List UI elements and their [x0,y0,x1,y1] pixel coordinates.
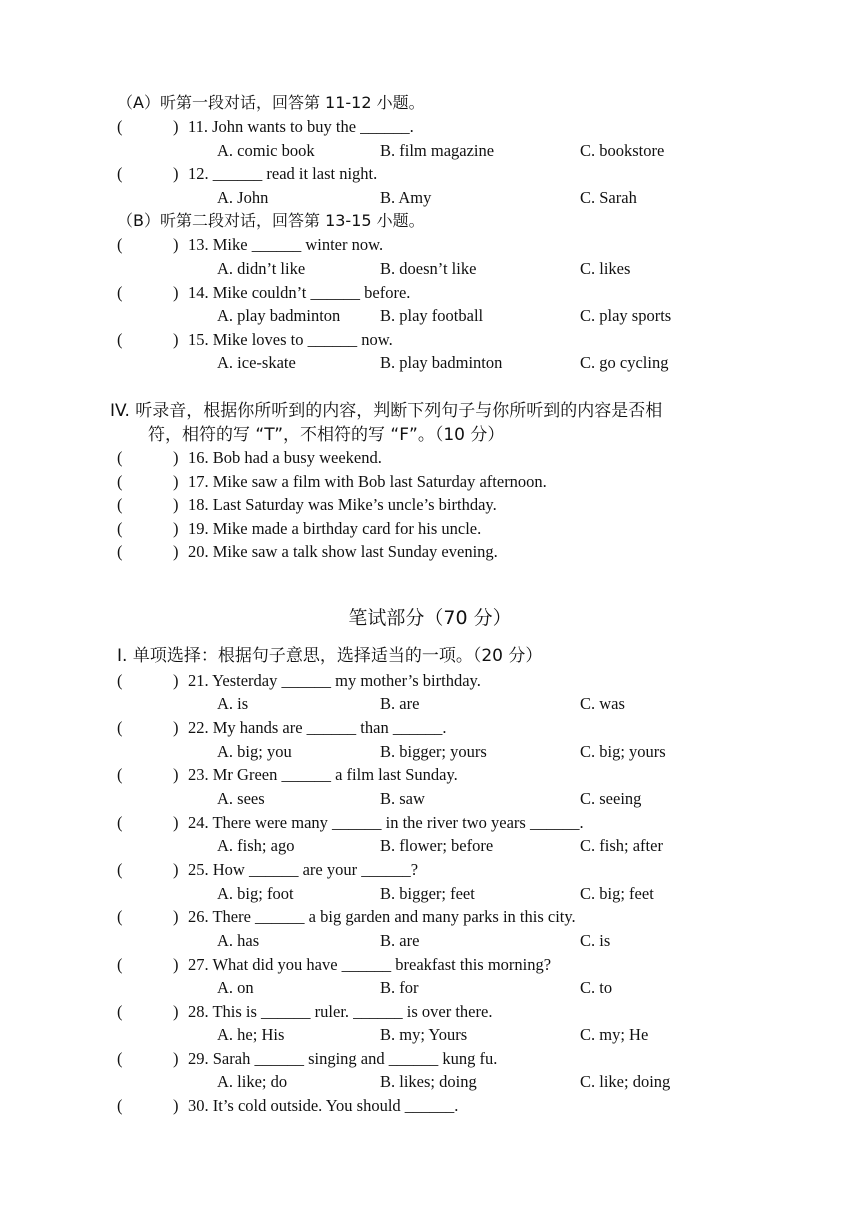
answer-paren-open: ( [117,955,123,974]
answer-paren-open: ( [117,1002,123,1021]
option-b: B. bigger; feet [380,884,475,903]
answer-paren-close: ) [173,813,179,832]
answer-paren-close: ) [173,117,179,136]
question-text: 14. Mike couldn’t ______ before. [188,283,411,302]
answer-paren-close: ) [173,235,179,254]
question-text: 12. ______ read it last night. [188,164,378,183]
answer-paren-close: ) [173,718,179,737]
answer-paren-open: ( [117,860,123,879]
answer-paren-open: ( [117,1049,123,1068]
question-text: 20. Mike saw a talk show last Sunday evening. [188,542,498,561]
option-c: C. likes [580,259,631,278]
option-b: B. play football [380,306,484,325]
answer-paren-close: ) [173,448,179,467]
answer-paren-close: ) [173,765,179,784]
answer-paren-close: ) [173,1002,179,1021]
answer-paren-open: ( [117,542,123,561]
answer-paren-close: ) [173,283,179,302]
answer-paren-open: ( [117,495,123,514]
question-text: 17. Mike saw a film with Bob last Saturday afternoon. [188,472,547,491]
option-a: A. comic book [217,141,315,160]
question-text: 21. Yesterday ______ my mother’s birthday. [188,671,481,690]
option-c: C. big; yours [580,742,666,761]
question-text: 15. Mike loves to ______ now. [188,330,393,349]
answer-paren-close: ) [173,1049,179,1068]
option-b: B. flower; before [380,836,494,855]
question-text: 16. Bob had a busy weekend. [188,448,382,467]
option-c: C. was [580,694,625,713]
option-a: A. fish; ago [217,836,295,855]
option-b: B. bigger; yours [380,742,487,761]
option-b: B. film magazine [380,141,495,160]
answer-paren-open: ( [117,235,123,254]
option-a: A. John [217,188,269,207]
option-a: A. ice-skate [217,353,296,372]
option-a: A. play badminton [217,306,341,325]
answer-paren-close: ) [173,472,179,491]
option-a: A. big; you [217,742,292,761]
question-text: 23. Mr Green ______ a film last Sunday. [188,765,458,784]
answer-paren-close: ) [173,860,179,879]
option-a: A. is [217,694,249,713]
question-text: 18. Last Saturday was Mike’s uncle’s birthday. [188,495,497,514]
answer-paren-open: ( [117,718,123,737]
question-text: 13. Mike ______ winter now. [188,235,384,254]
option-b: B. doesn’t like [380,259,477,278]
answer-paren-open: ( [117,117,123,136]
option-b: B. saw [380,789,425,808]
option-b: B. Amy [380,188,432,207]
answer-paren-open: ( [117,283,123,302]
section-b-heading: （B）听第二段对话，回答第 13-15 小题。 [117,211,425,230]
question-text: 22. My hands are ______ than ______. [188,718,447,737]
answer-paren-close: ) [173,907,179,926]
option-a: A. on [217,978,254,997]
part-iv-heading-line1: IV. 听录音，根据你所听到的内容，判断下列句子与你所听到的内容是否相 [110,401,663,421]
question-text: 29. Sarah ______ singing and ______ kung fu. [188,1049,498,1068]
answer-paren-open: ( [117,164,123,183]
question-text: 24. There were many ______ in the river two years ______. [188,813,584,832]
answer-paren-open: ( [117,765,123,784]
option-c: C. bookstore [580,141,665,160]
answer-paren-open: ( [117,472,123,491]
answer-paren-open: ( [117,330,123,349]
question-text: 11. John wants to buy the ______. [188,117,414,136]
question-text: 30. It’s cold outside. You should ______. [188,1096,459,1115]
question-text: 25. How ______ are your ______? [188,860,419,879]
answer-paren-open: ( [117,813,123,832]
option-c: C. fish; after [580,836,663,855]
answer-paren-close: ) [173,495,179,514]
answer-paren-close: ) [173,955,179,974]
answer-paren-open: ( [117,519,123,538]
option-b: B. are [380,931,420,950]
option-c: C. big; feet [580,884,654,903]
question-text: 19. Mike made a birthday card for his uncle. [188,519,482,538]
option-a: A. has [217,931,260,950]
answer-paren-close: ) [173,164,179,183]
option-b: B. are [380,694,420,713]
question-text: 27. What did you have ______ breakfast this morning? [188,955,552,974]
option-b: B. my; Yours [380,1025,468,1044]
option-a: A. didn’t like [217,259,306,278]
option-a: A. like; do [217,1072,288,1091]
answer-paren-close: ) [173,542,179,561]
option-b: B. for [380,978,419,997]
option-b: B. play badminton [380,353,503,372]
option-c: C. go cycling [580,353,669,372]
question-text: 26. There ______ a big garden and many parks in this city. [188,907,576,926]
option-c: C. to [580,978,613,997]
answer-paren-close: ) [173,519,179,538]
option-a: A. sees [217,789,265,808]
answer-paren-close: ) [173,1096,179,1115]
answer-paren-close: ) [173,330,179,349]
option-b: B. likes; doing [380,1072,477,1091]
option-c: C. seeing [580,789,642,808]
written-section-title: 笔试部分（70 分） [348,607,512,629]
option-c: C. like; doing [580,1072,671,1091]
answer-paren-open: ( [117,671,123,690]
option-c: C. my; He [580,1025,649,1044]
option-c: C. Sarah [580,188,637,207]
part-iv-heading-line2: 符，相符的写 “T”，不相符的写 “F”。（10 分） [148,425,505,445]
section-a-heading: （A）听第一段对话，回答第 11-12 小题。 [117,93,425,112]
answer-paren-open: ( [117,448,123,467]
question-text: 28. This is ______ ruler. ______ is over there. [188,1002,493,1021]
option-a: A. he; His [217,1025,285,1044]
option-a: A. big; foot [217,884,294,903]
option-c: C. play sports [580,306,672,325]
option-c: C. is [580,931,611,950]
answer-paren-open: ( [117,907,123,926]
answer-paren-close: ) [173,671,179,690]
part-i-heading: Ⅰ. 单项选择：根据句子意思，选择适当的一项。（20 分） [117,646,543,666]
answer-paren-open: ( [117,1096,123,1115]
